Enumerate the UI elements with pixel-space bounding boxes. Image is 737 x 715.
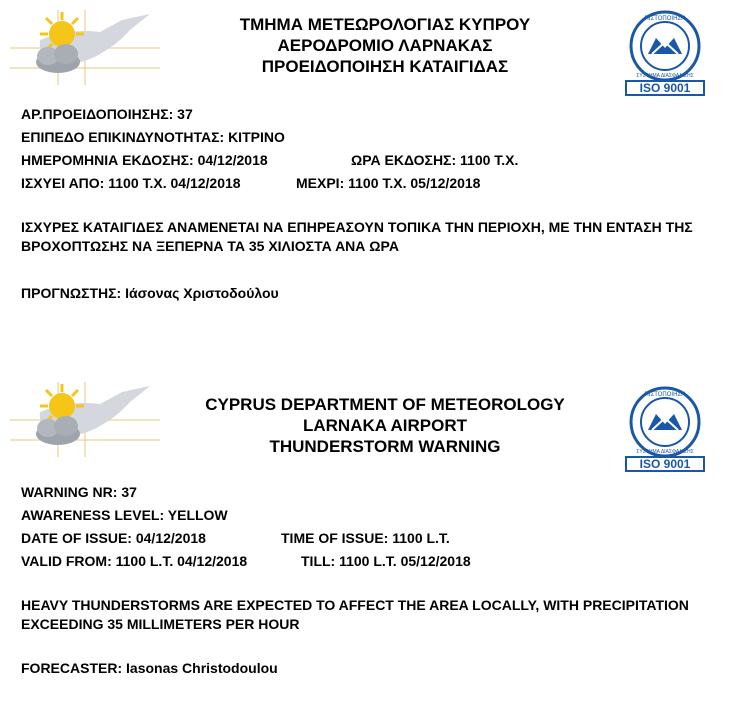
- english-title-line2: LARNAKA AIRPORT: [302, 416, 467, 435]
- english-till: TILL: 1100 L.T. 05/12/2018: [301, 553, 471, 569]
- english-valid-from: VALID FROM: 1100 L.T. 04/12/2018: [21, 553, 248, 569]
- english-forecaster-name: Iasonas Christodoulou: [126, 660, 278, 676]
- greek-title-line2: ΑΕΡΟΔΡΟΜΙΟ ΛΑΡΝΑΚΑΣ: [277, 36, 493, 55]
- iso-ring-text-top: ΠΙΣΤΟΠΟΙΗΣΗ: [644, 392, 686, 398]
- english-date-of-issue: DATE OF ISSUE: 04/12/2018: [21, 530, 206, 546]
- greek-till: ΜΕΧΡΙ: 1100 Τ.Χ. 05/12/2018: [296, 175, 481, 191]
- english-forecaster: [21, 659, 278, 677]
- greek-awareness-level: ΕΠΙΠΕΔΟ ΕΠΙΚΙΝΔΥΝΟΤΗΤΑΣ: ΚΙΤΡΙΝΟ: [21, 129, 285, 145]
- greek-date-of-issue: ΗΜΕΡΟΜΗΝΙΑ ΕΚΔΟΣΗΣ: 04/12/2018: [21, 152, 268, 168]
- greek-title-line1: ΤΜΗΜΑ ΜΕΤΕΩΡΟΛΟΓΙΑΣ ΚΥΠΡΟΥ: [239, 15, 531, 34]
- greek-forecaster-label: ΠΡΟΓΝΩΣΤΗΣ:: [21, 285, 122, 301]
- greek-message: ΙΣΧΥΡΕΣ ΚΑΤΑΙΓΙΔΕΣ ΑΝΑΜΕΝΕΤΑΙ ΝΑ ΕΠΗΡΕΑΣΟΥΝ ΤΟΠΙΚΑ ΤΗΝ ΠΕΡΙΟΧΗ, ΜΕ ΤΗΝ ΕΝΤΑΣΗ ΤΗΣ ΒΡΟΧΟΠΤΩΣΗΣ ΝΑ ΞΕΠΕΡΝΑ ΤΑ 35 ΧΙΛΙΟΣΤΑ ΑΝΑ ΩΡΑ: [21, 219, 693, 254]
- english-title-line3: THUNDERSTORM WARNING: [269, 437, 501, 456]
- weather-logo-icon: [10, 382, 160, 457]
- iso-ring-text-bottom: ΣΥΣΤΗΜΑ ΔΙΑΣΦΑΛΙΣΗΣ: [636, 73, 694, 79]
- iso-ring-text-top: ΠΙΣΤΟΠΟΙΗΣΗ: [644, 16, 686, 22]
- iso-label: ISO 9001: [639, 457, 691, 471]
- greek-warning-block: [0, 0, 737, 330]
- english-message: HEAVY THUNDERSTORMS ARE EXPECTED TO AFFECT THE AREA LOCALLY, WITH PRECIPITATION EXCEEDING 35 MILLIMETERS PER HOUR: [21, 597, 689, 632]
- greek-warning-number: ΑΡ.ΠΡΟΕΙΔΟΠΟΙΗΣΗΣ: 37: [21, 106, 193, 122]
- greek-valid-from: ΙΣΧΥΕΙ ΑΠΟ: 1100 Τ.Χ. 04/12/2018: [21, 175, 241, 191]
- english-warning-number: WARNING NR: 37: [21, 484, 137, 500]
- iso-9001-logo-icon: [616, 8, 714, 96]
- english-forecaster-label: FORECASTER:: [21, 660, 123, 676]
- english-time-of-issue: TIME OF ISSUE: 1100 L.T.: [281, 530, 450, 546]
- iso-9001-logo-icon: [616, 384, 714, 472]
- greek-heading: [175, 14, 595, 77]
- english-awareness-level: AWARENESS LEVEL: YELLOW: [21, 507, 228, 523]
- english-title-line1: CYPRUS DEPARTMENT OF METEOROLOGY: [205, 395, 565, 414]
- weather-logo-icon: [10, 10, 160, 85]
- iso-label: ISO 9001: [639, 81, 691, 95]
- greek-title-line3: ΠΡΟΕΙΔΟΠΟΙΗΣΗ ΚΑΤΑΙΓΙΔΑΣ: [261, 57, 509, 76]
- iso-ring-text-bottom: ΣΥΣΤΗΜΑ ΔΙΑΣΦΑΛΙΣΗΣ: [636, 449, 694, 455]
- english-warning-block: [0, 380, 737, 715]
- english-heading: [175, 394, 595, 457]
- greek-time-of-issue: ΩΡΑ ΕΚΔΟΣΗΣ: 1100 Τ.Χ.: [351, 152, 519, 168]
- greek-forecaster: [21, 284, 279, 302]
- greek-forecaster-name: Ιάσονας Χριστοδούλου: [125, 285, 279, 301]
